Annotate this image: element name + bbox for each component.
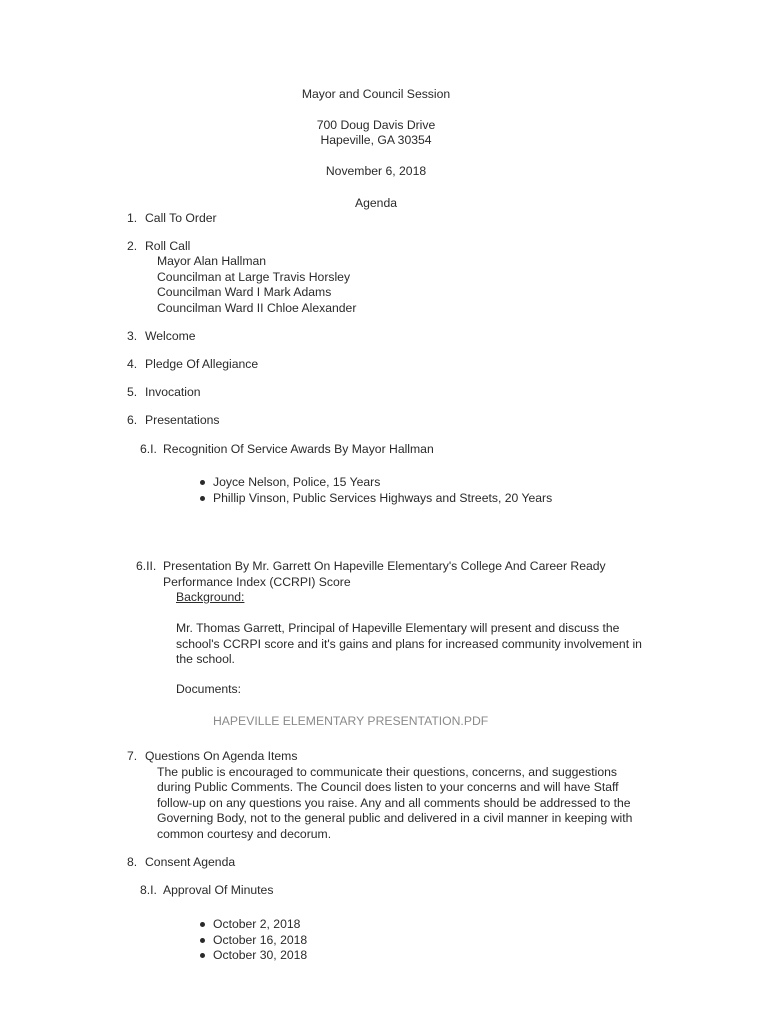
bullet-icon [200,480,205,485]
subitem-number: 6.II. [136,559,157,573]
item-invocation: Invocation [145,385,201,399]
roll-call-member: Councilman Ward I Mark Adams [157,285,332,299]
page-title: Mayor and Council Session [301,87,451,101]
subitem-number: 8.I. [140,883,157,897]
item-number: 2. [127,239,138,253]
background-text: Mr. Thomas Garrett, Principal of Hapeville Elementary will present and discuss the [176,621,620,635]
bullet-icon [200,953,205,958]
item-presentations: Presentations [145,413,220,427]
roll-call-member: Councilman Ward II Chloe Alexander [157,301,357,315]
item-pledge: Pledge Of Allegiance [145,357,259,371]
documents-heading: Documents: [176,682,242,696]
subitem-ccrpi-presentation-cont: Performance Index (CCRPI) Score [163,575,351,589]
item-number: 6. [127,413,138,427]
address-line-1: 700 Doug Davis Drive [316,118,436,132]
questions-text: follow-up on any questions you raise. Any and all comments should be addressed to the [157,796,631,810]
presentation-pdf-link[interactable]: HAPEVILLE ELEMENTARY PRESENTATION.PDF [213,714,489,728]
questions-text: common courtesy and decorum. [157,827,332,841]
award-recipient: Phillip Vinson, Public Services Highways and Streets, 20 Years [213,491,553,505]
item-roll-call: Roll Call [145,239,191,253]
subitem-number: 6.I. [140,442,157,456]
item-number: 5. [127,385,138,399]
roll-call-member: Councilman at Large Travis Horsley [157,270,351,284]
item-number: 3. [127,329,138,343]
item-consent-agenda: Consent Agenda [145,855,236,869]
subitem-service-awards: Recognition Of Service Awards By Mayor Hallman [163,442,434,456]
item-number: 4. [127,357,138,371]
subitem-ccrpi-presentation: Presentation By Mr. Garrett On Hapeville Elementary's College And Career Ready [163,559,606,573]
roll-call-member: Mayor Alan Hallman [157,254,267,268]
questions-text: The public is encouraged to communicate their questions, concerns, and suggestions [157,765,618,779]
questions-text: during Public Comments. The Council does listen to your concerns and will have Staff [157,780,619,794]
address-line-2: Hapeville, GA 30354 [320,133,432,147]
bullet-icon [200,938,205,943]
minutes-date: October 30, 2018 [213,948,308,962]
agenda-heading: Agenda [354,196,398,210]
background-heading: Background: [176,590,245,604]
item-number: 1. [127,211,138,225]
item-call-to-order: Call To Order [145,211,217,225]
award-recipient: Joyce Nelson, Police, 15 Years [213,475,381,489]
subitem-approval-of-minutes: Approval Of Minutes [163,883,274,897]
item-welcome: Welcome [145,329,196,343]
item-number: 7. [127,749,138,763]
meeting-date: November 6, 2018 [325,164,427,178]
background-text: the school. [176,652,235,666]
minutes-date: October 16, 2018 [213,933,308,947]
questions-text: Governing Body, not to the general public and delivered in a civil manner in keeping with [157,811,633,825]
item-questions: Questions On Agenda Items [145,749,298,763]
background-text: school's CCRPI score and it's gains and plans for increased community involvement in [176,637,642,651]
minutes-date: October 2, 2018 [213,917,301,931]
bullet-icon [200,922,205,927]
bullet-icon [200,496,205,501]
item-number: 8. [127,855,138,869]
